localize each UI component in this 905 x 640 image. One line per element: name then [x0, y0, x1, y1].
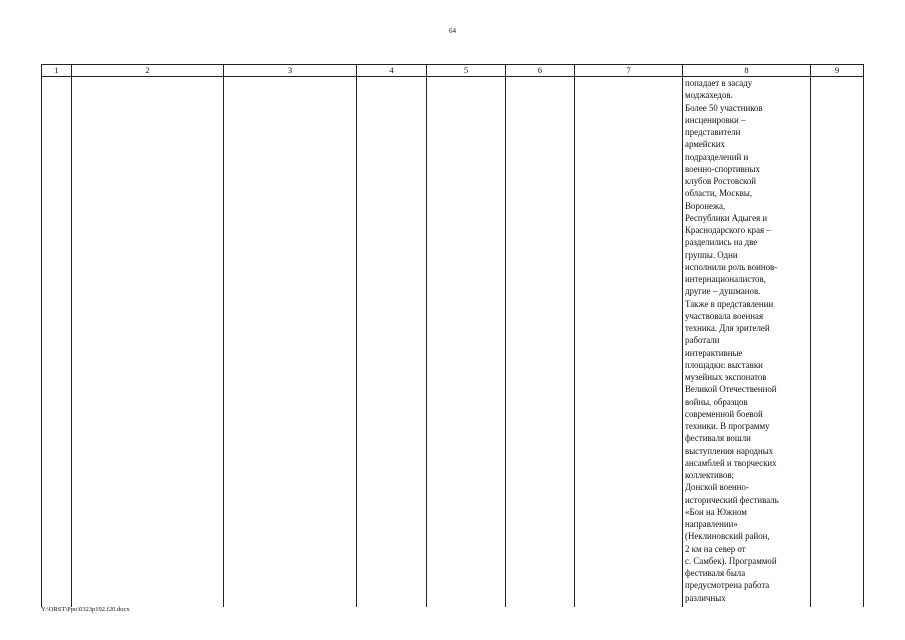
table-cell-1	[42, 77, 72, 608]
text-line: войны, образцов	[685, 396, 748, 407]
table-cell-3	[224, 77, 357, 608]
page-number: 64	[449, 27, 456, 35]
table-cell-8	[683, 77, 811, 608]
text-line: исторический фестиваль	[685, 494, 779, 505]
table-cell-4	[357, 77, 427, 608]
text-line: Великой Отечественной	[685, 384, 777, 395]
text-line: предусмотрена работа	[685, 580, 770, 591]
table-cell-5	[427, 77, 506, 608]
text-line: музейных экспонатов	[685, 372, 767, 382]
text-line: интерактивные	[685, 347, 743, 358]
text-line: с. Самбек). Программой	[685, 555, 777, 566]
text-line: фестиваля была	[685, 568, 746, 578]
text-line: исполнили роль воинов-	[685, 261, 778, 272]
text-line: клубов Ростовской	[685, 176, 757, 186]
text-line: группы. Одни	[685, 249, 738, 260]
column-header-4: 4	[357, 65, 427, 77]
text-line: (Неклиновский район,	[685, 531, 770, 542]
text-line: 2 км на север от	[685, 543, 746, 554]
text-line: коллективов;	[685, 470, 735, 480]
table-cell-6	[506, 77, 575, 608]
text-line: ансамблей и творческих	[685, 457, 777, 468]
corner-mark: ·	[860, 601, 862, 607]
text-line: техника. Для зрителей	[685, 323, 770, 333]
text-line: направлении»	[685, 519, 738, 529]
text-line: участвовала военная	[685, 310, 764, 321]
table-cell-9	[811, 77, 864, 608]
file-path-footer: Y:\ORST\Ppo\0323p192.f20.docx	[41, 606, 130, 613]
text-line: другие – душманов.	[685, 286, 761, 297]
text-line: армейских	[685, 139, 725, 150]
text-line: моджахедов.	[685, 90, 733, 101]
text-line: области, Москвы,	[685, 188, 753, 199]
text-line: представители	[685, 127, 741, 137]
text-line: военно-спортивных	[685, 163, 760, 174]
text-line: Краснодарского края –	[685, 225, 771, 235]
text-line: техники. В программу	[685, 421, 770, 431]
document-table	[41, 64, 864, 607]
column-header-8: 8	[683, 65, 811, 77]
text-line: Также в представлении	[685, 298, 774, 309]
text-line: инсценировки –	[685, 114, 746, 125]
event-description-text	[683, 77, 810, 604]
text-line: различных	[685, 592, 726, 603]
column-header-5: 5	[427, 65, 506, 77]
text-line: Более 50 участников	[685, 102, 763, 113]
text-line: Донской военно-	[685, 482, 749, 493]
column-header-1: 1	[42, 65, 72, 77]
text-line: подразделений и	[685, 151, 749, 162]
column-header-3: 3	[224, 65, 357, 77]
text-line: Республики Адыгея и	[685, 212, 768, 223]
text-line: современной боевой	[685, 408, 763, 419]
table-row	[42, 77, 864, 608]
text-line: «Бои на Южном	[685, 506, 747, 517]
text-line: фестиваля вошли	[685, 433, 751, 444]
table-cell-7	[575, 77, 683, 608]
text-line: Воронежа,	[685, 200, 726, 211]
text-line: работали	[685, 335, 720, 346]
text-line: интернационалистов,	[685, 274, 766, 284]
header-row	[42, 65, 864, 77]
column-header-2: 2	[72, 65, 224, 77]
text-line: попадает в засаду	[685, 78, 753, 88]
text-line: разделились на две	[685, 237, 758, 248]
text-line: выступления народных	[685, 445, 774, 456]
column-header-9: 9	[811, 65, 864, 77]
text-line: площадки: выставки	[685, 359, 763, 370]
column-header-7: 7	[575, 65, 683, 77]
column-header-6: 6	[506, 65, 575, 77]
table-cell-2	[72, 77, 224, 608]
